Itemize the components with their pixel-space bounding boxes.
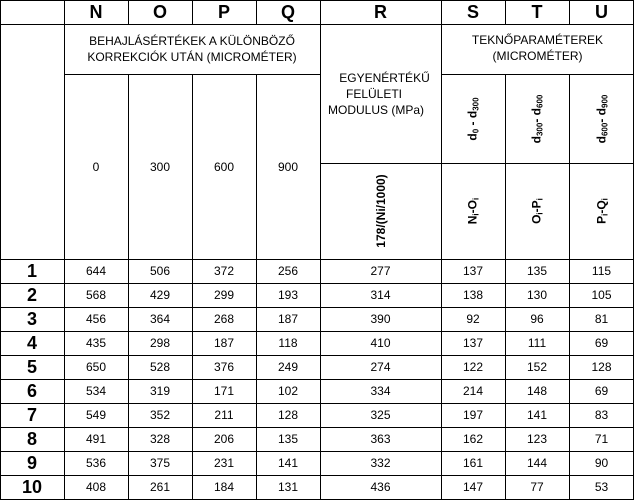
table-cell[interactable]: 231 [213,456,235,470]
table-cell[interactable]: 197 [462,408,484,422]
table-cell[interactable]: 328 [149,432,171,446]
trough-group-line-1: TEKNŐPARAMÉTEREK [471,33,604,47]
column-header-q[interactable]: Q [280,2,295,22]
offset-label-0: 0 [92,159,100,174]
table-cell[interactable]: 390 [370,312,391,326]
row-number[interactable]: 10 [21,477,43,497]
table-cell[interactable]: 549 [85,408,107,422]
table-cell[interactable]: 83 [594,408,609,422]
table-cell[interactable]: 268 [213,312,235,326]
table-cell[interactable]: 256 [277,264,299,278]
row-number[interactable]: 3 [26,309,37,329]
row-number[interactable]: 7 [26,405,37,425]
table-cell[interactable]: 111 [527,336,547,350]
trough-formula-t: $O_i-P_i$ [529,198,545,224]
table-cell[interactable]: 376 [213,360,235,374]
modulus-line-1: EGYENÉRTÉKŰ [339,70,430,85]
table-cell[interactable]: 410 [370,336,391,350]
table-cell[interactable]: 325 [370,408,391,422]
deflection-group-line-2: KORREKCIÓK UTÁN (MICROMÉTER) [87,50,297,64]
table-cell[interactable]: 141 [526,408,548,422]
table-cell[interactable]: 118 [278,336,298,350]
table-cell[interactable]: 261 [149,480,171,494]
table-cell[interactable]: 135 [526,264,548,278]
table-cell[interactable]: 105 [591,288,612,302]
table-cell[interactable]: 206 [213,432,235,446]
row-number[interactable]: 9 [26,453,37,473]
trough-param-u: $d_{600}-$ $d_{900}$ [594,94,609,143]
row-number[interactable]: 6 [26,381,37,401]
table-cell[interactable]: 171 [213,384,235,398]
table-cell[interactable]: 161 [462,456,484,470]
table-cell[interactable]: 130 [526,288,548,302]
trough-formula-s: $N_i-O_i$ [465,197,481,225]
table-cell[interactable]: 435 [85,336,107,350]
table-cell[interactable]: 352 [149,408,171,422]
table-cell[interactable]: 456 [85,312,107,326]
column-header-p[interactable]: P [217,2,230,22]
table-cell[interactable]: 141 [277,456,299,470]
row-number[interactable]: 4 [26,333,37,353]
table-cell[interactable]: 436 [370,480,391,494]
table-cell[interactable]: 364 [149,312,171,326]
table-cell[interactable]: 138 [462,288,484,302]
table-cell[interactable]: 148 [526,384,548,398]
table-cell[interactable]: 69 [594,336,609,350]
table-cell[interactable]: 334 [370,384,391,398]
table-cell[interactable]: 123 [526,432,548,446]
table-cell[interactable]: 144 [526,456,548,470]
trough-param-s: $d_0 - d_{300}$ [465,96,481,141]
table-cell[interactable]: 314 [370,288,391,302]
table-cell[interactable]: 299 [213,288,235,302]
table-cell[interactable]: 77 [530,480,544,494]
table-cell[interactable]: 184 [213,480,235,494]
table-cell[interactable]: 152 [526,360,548,374]
table-cell[interactable]: 274 [370,360,391,374]
table-cell[interactable]: 187 [277,312,299,326]
table-cell[interactable]: 115 [591,264,612,278]
table-cell[interactable]: 644 [85,264,107,278]
table-cell[interactable]: 137 [462,264,484,278]
table-cell[interactable]: 429 [149,288,171,302]
deflection-group-line-1: BEHAJLÁSÉRTÉKEK A KÜLÖNBÖZŐ [89,34,295,48]
table-cell[interactable]: 71 [594,432,609,446]
table-cell[interactable]: 135 [277,432,299,446]
table-cell[interactable]: 96 [530,312,544,326]
table-cell[interactable]: 137 [462,336,484,350]
table-cell[interactable]: 193 [277,288,299,302]
trough-formula-u: $P_i-Q_i$ [594,198,609,224]
modulus-line-2: FELÜLETI [346,86,403,101]
row-number[interactable]: 8 [26,429,37,449]
table-cell[interactable]: 90 [594,456,609,470]
table-cell[interactable]: 375 [149,456,171,470]
column-header-n[interactable]: N [89,2,103,22]
table-cell[interactable]: 319 [149,384,171,398]
table-cell[interactable]: 372 [213,264,235,278]
table-cell[interactable]: 211 [214,408,234,422]
table-cell[interactable]: 187 [213,336,235,350]
column-header-u[interactable]: U [595,2,608,22]
row-number[interactable]: 1 [26,261,37,281]
table-cell[interactable]: 128 [591,360,612,374]
table-cell[interactable]: 53 [594,480,609,494]
column-header-s[interactable]: S [466,2,479,22]
row-number[interactable]: 5 [26,357,37,377]
table-cell[interactable]: 534 [85,384,107,398]
modulus-formula-text: 178/(Ni/1000) [373,174,388,248]
table-cell[interactable]: 408 [85,480,107,494]
table-cell[interactable]: 650 [85,360,107,374]
column-header-t[interactable]: T [531,2,543,22]
table-cell[interactable]: 332 [370,456,391,470]
table-cell[interactable]: 249 [277,360,299,374]
modulus-line-3: MODULUS (MPa) [328,102,425,117]
table-cell[interactable]: 92 [466,312,480,326]
table-cell[interactable]: 147 [462,480,484,494]
table-cell[interactable]: 568 [85,288,107,302]
column-header-r[interactable]: R [374,2,387,22]
offset-label-300: 300 [149,159,171,174]
offset-label-900: 900 [277,159,299,174]
table-cell[interactable]: 214 [462,384,484,398]
table-cell[interactable]: 122 [462,360,484,374]
offset-label-600: 600 [213,159,235,174]
table-cell[interactable]: 69 [594,384,609,398]
table-cell[interactable]: 528 [149,360,171,374]
table-cell[interactable]: 128 [277,408,299,422]
table-cell[interactable]: 506 [149,264,171,278]
table-cell[interactable]: 102 [277,384,299,398]
table-cell[interactable]: 363 [370,432,391,446]
table-cell[interactable]: 162 [462,432,484,446]
row-number[interactable]: 2 [26,285,37,305]
table-cell[interactable]: 536 [85,456,107,470]
table-cell[interactable]: 298 [149,336,171,350]
trough-group-line-2: (MICROMÉTER) [492,49,583,63]
table-cell[interactable]: 491 [85,432,107,446]
table-cell[interactable]: 81 [594,312,609,326]
table-cell[interactable]: 131 [277,480,299,494]
column-header-o[interactable]: O [152,2,167,22]
trough-param-t: $d_{300}-$ $d_{600}$ [529,94,545,143]
table-cell[interactable]: 277 [370,264,391,278]
